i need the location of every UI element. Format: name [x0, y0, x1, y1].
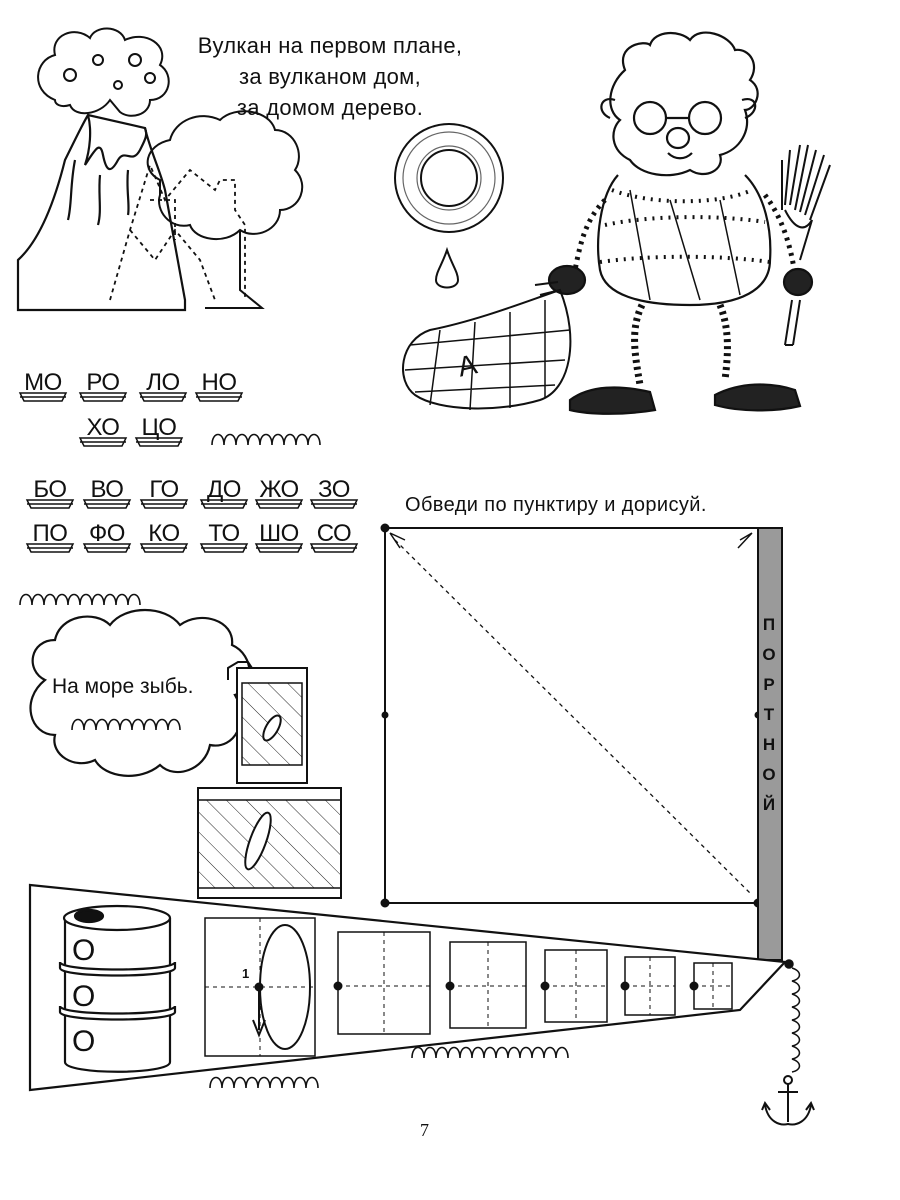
syllable: ТО: [208, 520, 240, 547]
net-bag-icon: [403, 282, 570, 410]
syllable: СО: [316, 520, 352, 547]
old-man-with-broom-and-net: [549, 33, 812, 414]
barrel-letter: О: [72, 1025, 96, 1058]
sail-letter: Й: [762, 795, 776, 814]
anchor-icon: [762, 1076, 814, 1124]
house-dotted-outline: [110, 165, 245, 300]
syllable: ФО: [89, 520, 125, 547]
sail-letter: О: [762, 765, 776, 784]
syllable: ГО: [149, 476, 179, 503]
syllable: РО: [86, 369, 120, 396]
man-right-foot: [715, 385, 800, 411]
drop-icon: [436, 250, 458, 288]
man-right-leg: [720, 305, 727, 380]
glasses-left-lens: [634, 102, 666, 134]
cabin-block: [198, 788, 341, 898]
instruction: Обведи по пунктиру и дорисуй.: [405, 494, 707, 516]
syllable: ЛО: [146, 369, 180, 396]
sail-letter: Т: [763, 705, 775, 724]
sail-letter: О: [762, 645, 776, 664]
tree-icon: [148, 111, 303, 308]
syllable: ЦО: [141, 414, 177, 441]
sail-letter: Н: [762, 735, 776, 754]
poem-line-3: за домом дерево.: [236, 95, 424, 120]
trace-start-number: 1: [242, 966, 250, 981]
sail-letter: Р: [763, 675, 775, 694]
sail-frame: [381, 524, 762, 907]
syllable: ВО: [90, 476, 124, 503]
poem-line-2: за вулканом дом,: [238, 64, 422, 89]
syllable: ШО: [259, 520, 299, 547]
man-right-hand: [784, 269, 812, 295]
syllable: КО: [148, 520, 180, 547]
syllable: ПО: [32, 520, 68, 547]
syllable: ЖО: [259, 476, 299, 503]
man-left-foot: [570, 387, 655, 413]
volcano-smoke-icon: [38, 28, 169, 115]
man-left-leg: [635, 305, 642, 385]
poem-line-1: Вулкан на первом плане,: [197, 33, 463, 58]
syllable: МО: [24, 369, 62, 396]
page-number: 7: [420, 1120, 429, 1140]
sail-letter: П: [762, 615, 776, 634]
syllable: ДО: [207, 476, 241, 503]
net-letter: А: [454, 348, 480, 383]
man-nose: [667, 128, 689, 148]
syllable: ХО: [86, 414, 120, 441]
barrel-letter: О: [72, 980, 96, 1013]
syllable: НО: [201, 369, 237, 396]
man-left-arm: [575, 200, 605, 270]
man-body: [598, 175, 770, 305]
barrel-letter: О: [72, 934, 96, 967]
bubble-text: На море зыбь.: [52, 675, 194, 698]
poem: [180, 30, 480, 123]
man-hair: [610, 33, 757, 176]
man-left-hand: [549, 266, 585, 294]
syllable: БО: [33, 476, 67, 503]
broom-icon: [782, 145, 830, 345]
ring-icon: [395, 124, 503, 232]
syllable: ЗО: [318, 476, 350, 503]
glasses-right-lens: [689, 102, 721, 134]
anchor-chain: [785, 960, 800, 1072]
chimney-block: [228, 662, 307, 783]
